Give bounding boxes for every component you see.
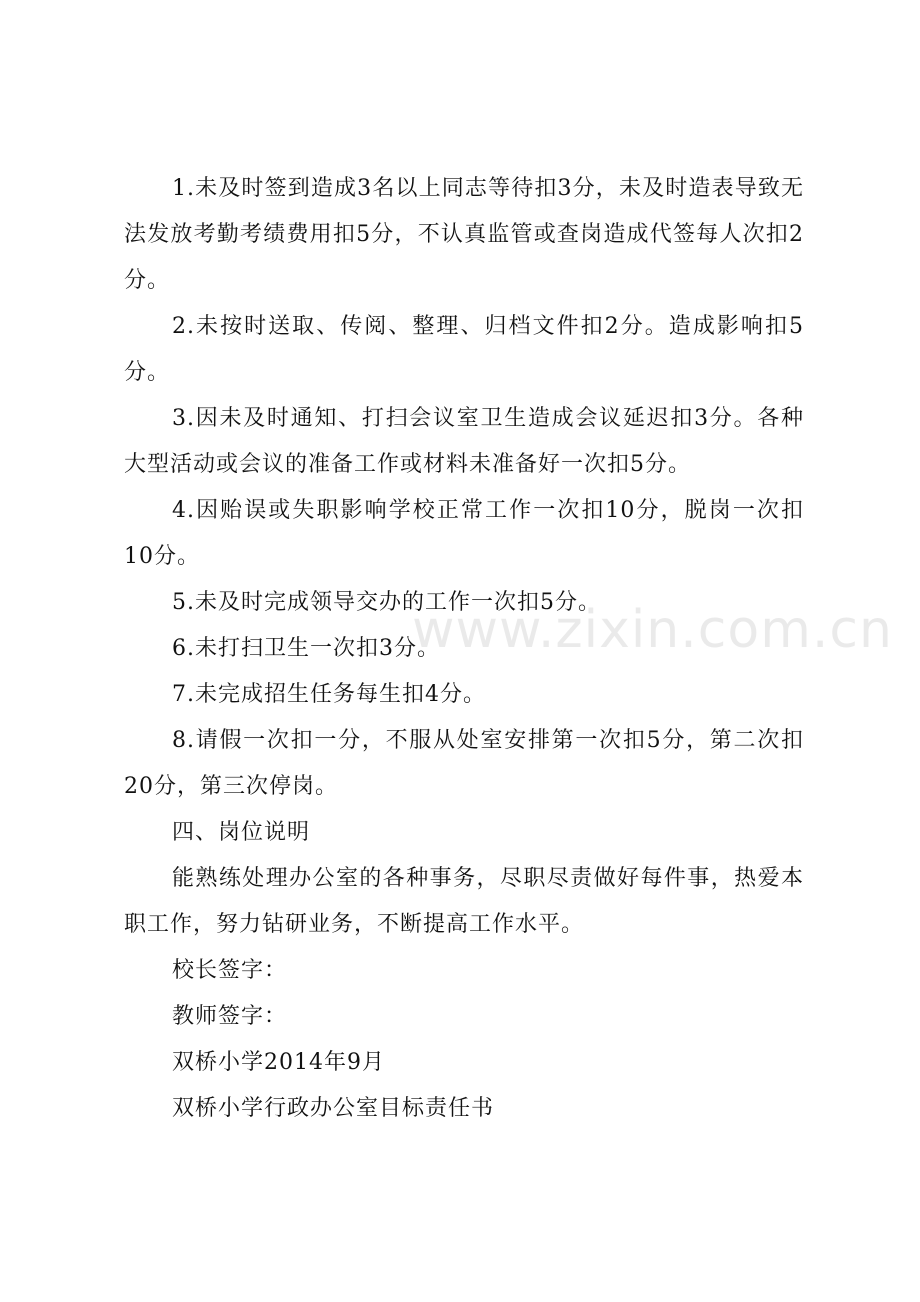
job-description-text: 能熟练处理办公室的各种事务，尽职尽责做好每件事，热爱本职工作，努力钻研业务，不断提高工作水平。 [124, 866, 804, 937]
principal-signature-label: 校长签字： [172, 958, 288, 983]
next-document-title: 双桥小学行政办公室目标责任书 [172, 1096, 495, 1121]
rule-item-4: 4.因贻误或失职影响学校正常工作一次扣10分，脱岗一次扣10分。 [124, 498, 804, 569]
rule-item-8: 8.请假一次扣一分，不服从处室安排第一次扣5分，第二次扣20分，第三次停岗。 [124, 728, 804, 799]
watermark-text: www.zixin.com.cn [412, 600, 893, 660]
teacher-signature-label: 教师签字： [172, 1004, 288, 1029]
rule-item-7: 7.未完成招生任务每生扣4分。 [172, 682, 486, 707]
section-heading-job-description: 四、岗位说明 [172, 820, 311, 845]
rule-item-1: 1.未及时签到造成3名以上同志等待扣3分，未及时造表导致无法发放考勤考绩费用扣5分，不认真监管或查岗造成代签每人次扣2分。 [124, 176, 804, 293]
rule-item-5: 5.未及时完成领导交办的工作一次扣5分。 [172, 590, 601, 615]
rule-item-6: 6.未打扫卫生一次扣3分。 [172, 636, 440, 661]
document-body [124, 166, 804, 1132]
rule-item-3: 3.因未及时通知、打扫会议室卫生造成会议延迟扣3分。各种大型活动或会议的准备工作或材料未准备好一次扣5分。 [124, 406, 804, 477]
school-date-line: 双桥小学2014年9月 [172, 1050, 385, 1075]
rule-item-2: 2.未按时送取、传阅、整理、归档文件扣2分。造成影响扣5分。 [124, 314, 804, 385]
